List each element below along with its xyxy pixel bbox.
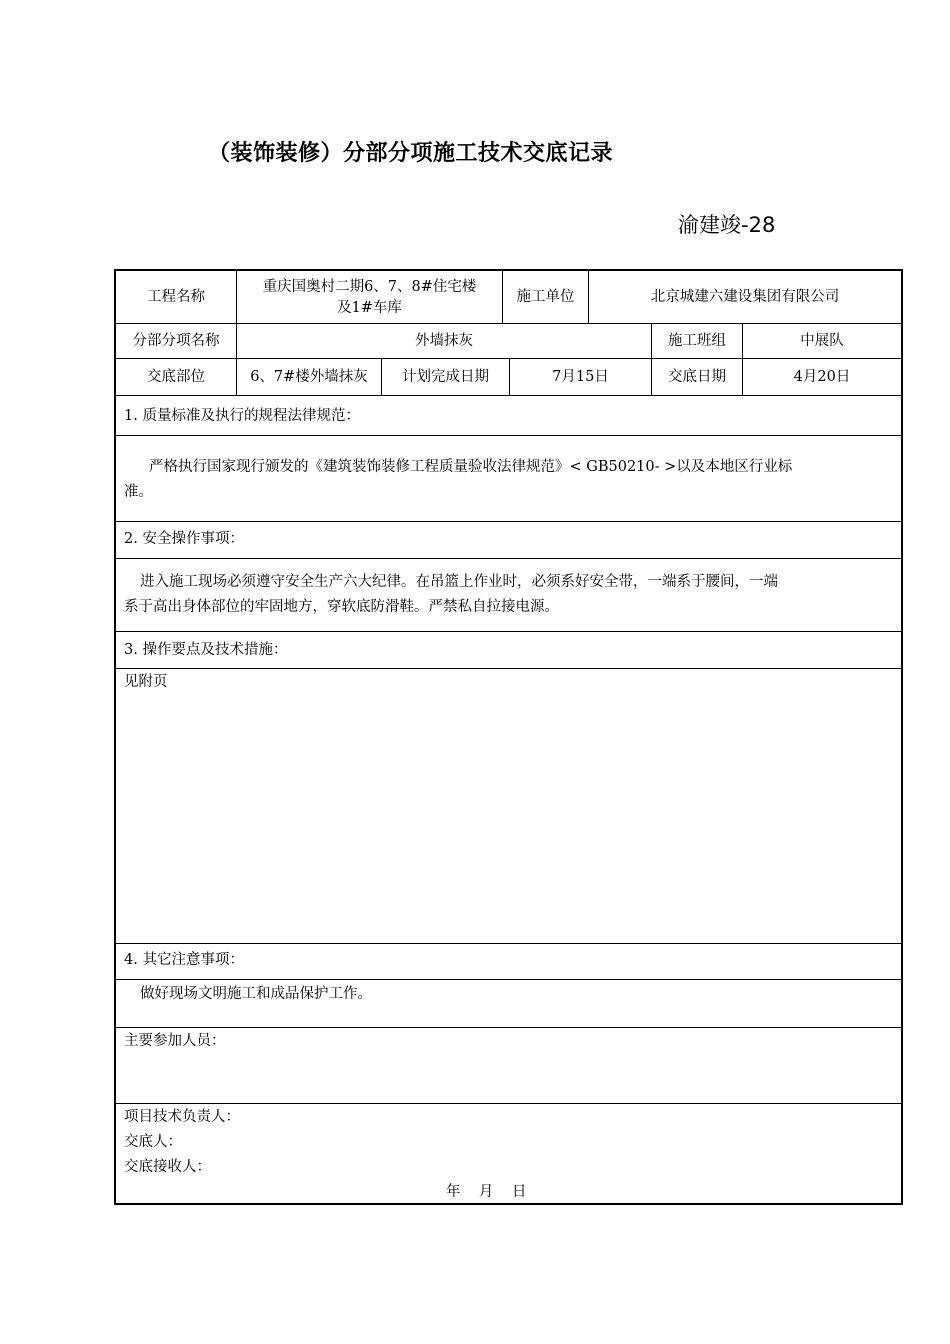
section-operation-title: 3. 操作要点及技术措施： xyxy=(124,642,288,658)
contractor-label: 施工单位 xyxy=(516,288,575,305)
signature-date: 年 月 日 xyxy=(446,1184,527,1200)
subitem-label: 分部分项名称 xyxy=(132,332,220,349)
project-name-label: 工程名称 xyxy=(147,288,205,305)
contractor-value: 北京城建六建设集团有限公司 xyxy=(650,288,840,305)
project-name-value xyxy=(237,273,502,323)
section-quality-body-line2: 准。 xyxy=(124,484,153,500)
form-code: 渝建竣-28 xyxy=(678,213,776,237)
row-divider xyxy=(116,1027,901,1028)
location-label: 交底部位 xyxy=(147,368,205,385)
team-value: 中展队 xyxy=(800,332,844,349)
plan-date-value: 7月15日 xyxy=(552,368,609,385)
row-divider xyxy=(116,668,901,669)
subitem-value: 外墙抹灰 xyxy=(415,332,473,349)
section-quality-title: 1. 质量标准及执行的规程法律规范： xyxy=(124,408,360,424)
section-safety-title: 2. 安全操作事项： xyxy=(124,531,244,547)
section-other-title: 4. 其它注意事项： xyxy=(124,952,244,968)
section-safety-body-line2: 系于高出身体部位的牢固地方，穿软底防滑鞋。严禁私自拉接电源。 xyxy=(124,599,559,615)
briefing-form-table xyxy=(114,269,903,1205)
participants-label: 主要参加人员： xyxy=(124,1033,226,1049)
brief-date-value: 4月20日 xyxy=(793,368,851,385)
project-name-line1: 重庆国奥村二期6、7、8#住宅楼 xyxy=(262,279,477,295)
document-title: （装饰装修）分部分项施工技术交底记录 xyxy=(208,141,614,166)
section-operation-body: 见附页 xyxy=(124,674,168,690)
row-divider xyxy=(116,1103,901,1104)
row-divider xyxy=(116,558,901,559)
plan-date-label: 计划完成日期 xyxy=(402,368,489,385)
section-quality-body-line1: 严格执行国家现行颁发的《建筑装饰装修工程质量验收法律规范》< GB50210- >以及本地区行业标 xyxy=(149,459,793,475)
row-divider xyxy=(116,521,901,522)
section-safety-body-line1: 进入施工现场必须遵守安全生产六大纪律。在吊篮上作业时，必须系好安全带，一端系于腰间，一端 xyxy=(140,574,778,590)
section-other-body: 做好现场文明施工和成品保护工作。 xyxy=(140,986,372,1002)
row-divider xyxy=(116,943,901,944)
team-label: 施工班组 xyxy=(668,332,726,349)
brief-date-label: 交底日期 xyxy=(668,368,726,385)
location-value: 6、7#楼外墙抹灰 xyxy=(250,368,368,385)
row-divider xyxy=(116,435,901,436)
receiver-signature: 交底接收人： xyxy=(124,1159,211,1175)
briefer-signature: 交底人： xyxy=(124,1134,182,1150)
row-divider xyxy=(116,979,901,980)
row-divider xyxy=(116,631,901,632)
project-name-line2: 及1#车库 xyxy=(337,300,402,316)
tech-lead-signature: 项目技术负责人： xyxy=(124,1109,240,1125)
row-divider xyxy=(116,395,901,396)
